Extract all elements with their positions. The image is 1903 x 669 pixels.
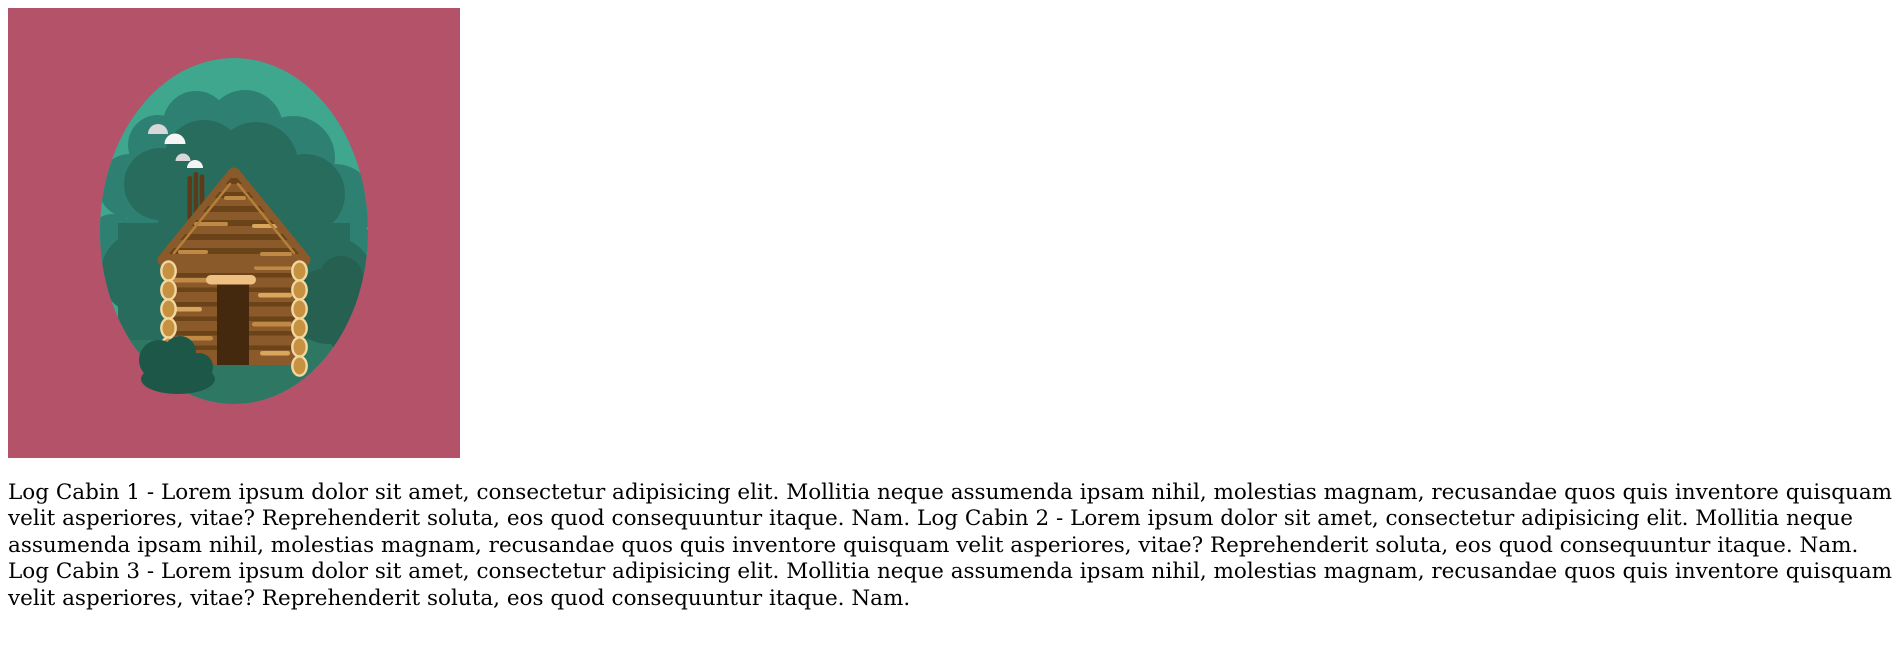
cabin-door: [217, 285, 249, 366]
log-cabin-illustration: [8, 8, 460, 458]
door-lintel: [206, 275, 256, 285]
cabin-3-text: Log Cabin 3 - Lorem ipsum dolor sit amet, consectetur adipisicing elit. Mollitia neque assumenda ipsam nihil, molestias magnam, recusandae quos quis inventore quisquam velit asperiores, vitae? Reprehenderit soluta, eos quod consequuntur itaque. Nam.: [8, 559, 1893, 612]
lorem-paragraph: [8, 480, 1895, 613]
cabin-2-text: Log Cabin 2 - Lorem ipsum dolor sit amet, consectetur adipisicing elit. Mollitia neque assumenda ipsam nihil, molestias magnam, recusandae quos quis inventore quisquam velit asperiores, vitae? Reprehenderit soluta, eos quod consequuntur itaque. Nam.: [8, 506, 1859, 558]
cabin-1-text: Log Cabin 1 - Lorem ipsum dolor sit amet, consectetur adipisicing elit. Mollitia neque assumenda ipsam nihil, molestias magnam, recusandae quos quis inventore quisquam velit asperiores, vitae? Reprehenderit soluta, eos quod consequuntur itaque. Nam.: [8, 479, 1893, 532]
log-cabin-image: [8, 8, 460, 458]
